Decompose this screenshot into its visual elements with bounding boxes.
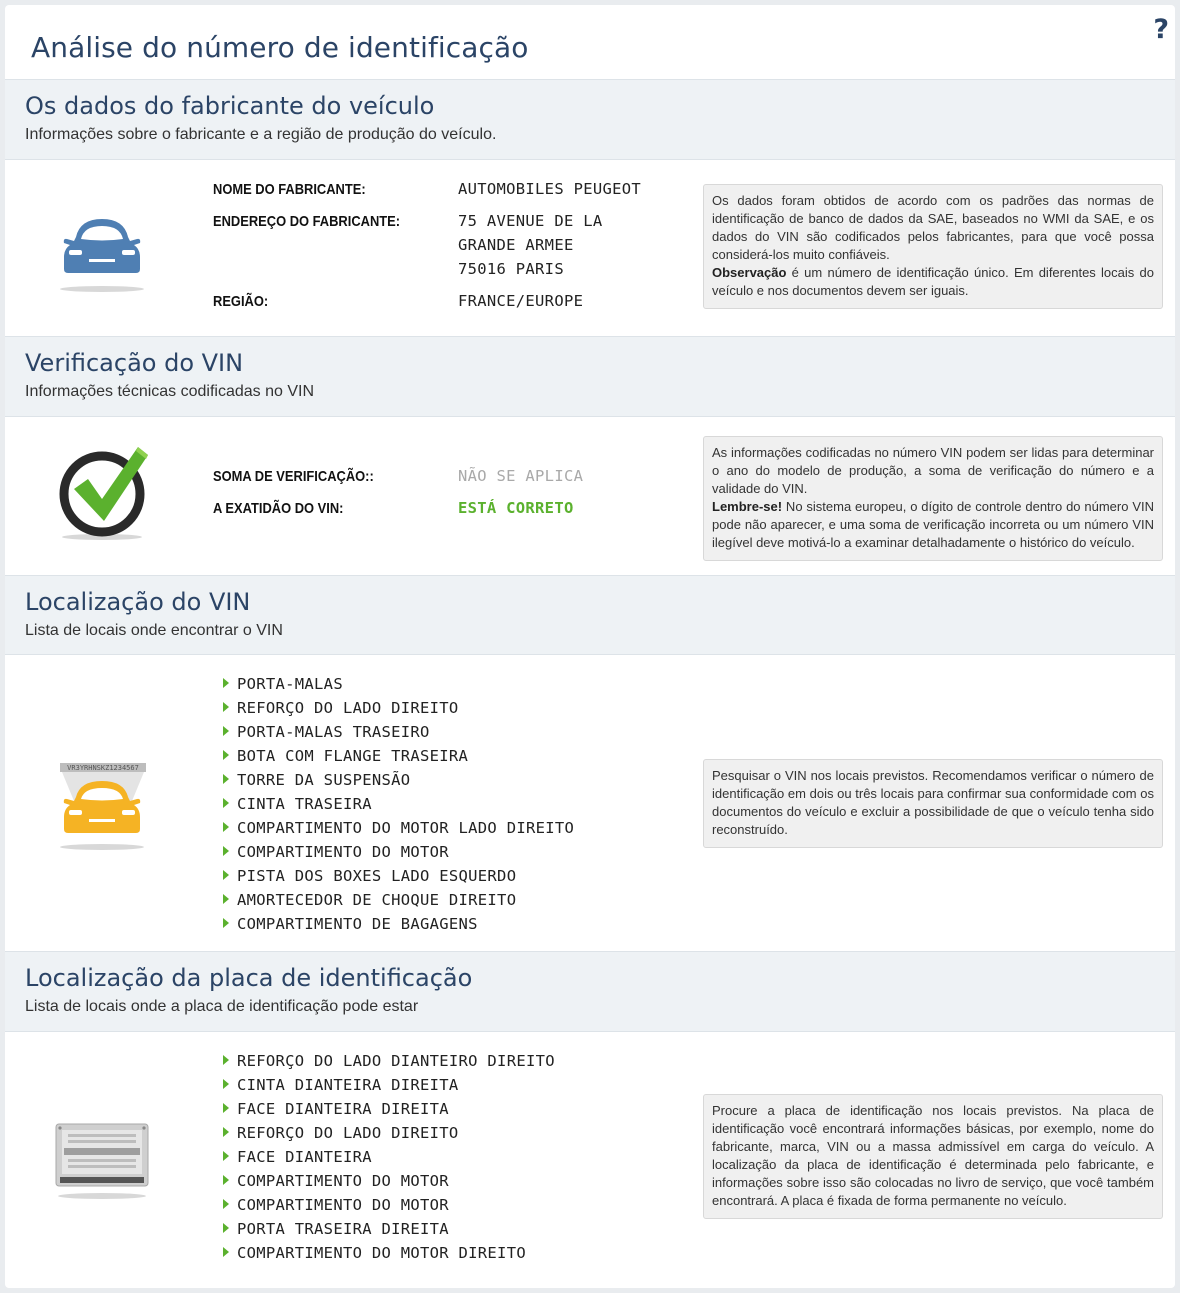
location-item: [223, 840, 574, 864]
manufacturer-fields: [213, 160, 703, 336]
manufacturer-note-strong: Observação: [712, 265, 787, 280]
vin-validity-label: A EXATIDÃO DO VIN:: [213, 500, 344, 517]
location-item: [223, 768, 574, 792]
manufacturer-name-label: NOME DO FABRICANTE:: [213, 181, 366, 198]
arrow-right-icon: [223, 1151, 229, 1161]
location-label: BOTA COM FLANGE TRASEIRA: [237, 747, 469, 765]
location-label: PORTA-MALAS TRASEIRO: [237, 723, 430, 741]
arrow-right-icon: [223, 870, 229, 880]
plate-location-section-subtitle: Lista de locais onde a placa de identificação pode estar: [25, 998, 419, 1015]
arrow-right-icon: [223, 1223, 229, 1233]
help-icon[interactable]: ?: [1153, 14, 1169, 45]
plate-location-note: [703, 1094, 1163, 1219]
arrow-right-icon: [223, 846, 229, 856]
arrow-right-icon: [223, 726, 229, 736]
location-label: CINTA DIANTEIRA DIREITA: [237, 1076, 459, 1094]
plate-location-list: [223, 1049, 555, 1265]
vin-check-note: [703, 436, 1163, 561]
manufacturer-section-title: Os dados do fabricante do veículo: [25, 92, 435, 120]
arrow-right-icon: [223, 918, 229, 928]
location-item: [223, 792, 574, 816]
manufacturer-section-subtitle: Informações sobre o fabricante e a região de produção do veículo.: [25, 126, 497, 143]
id-plate-icon: [50, 1120, 160, 1205]
arrow-right-icon: [223, 774, 229, 784]
manufacturer-name-value: AUTOMOBILES PEUGEOT: [458, 180, 642, 198]
arrow-right-icon: [223, 750, 229, 760]
location-item: [223, 1097, 555, 1121]
vin-location-note: [703, 759, 1163, 848]
manufacturer-region-value: FRANCE/EUROPE: [458, 292, 584, 310]
arrow-right-icon: [223, 1127, 229, 1137]
location-label: FACE DIANTEIRA: [237, 1148, 372, 1166]
arrow-right-icon: [223, 678, 229, 688]
location-label: REFORÇO DO LADO DIANTEIRO DIREITO: [237, 1052, 555, 1070]
manufacturer-address-line3: 75016 PARIS: [458, 260, 564, 278]
manufacturer-address-label: ENDEREÇO DO FABRICANTE:: [213, 213, 401, 230]
location-label: COMPARTIMENTO DO MOTOR: [237, 843, 449, 861]
location-item: [223, 720, 574, 744]
manufacturer-address-line1: 75 AVENUE DE LA: [458, 212, 603, 230]
arrow-right-icon: [223, 894, 229, 904]
location-label: REFORÇO DO LADO DIREITO: [237, 1124, 459, 1142]
vin-location-section-header: [5, 575, 1175, 655]
plate-location-section-header: [5, 951, 1175, 1032]
page-title: Análise do número de identificação: [31, 31, 529, 64]
manufacturer-section-body: [5, 160, 1175, 336]
plate-location-section-body: [5, 1032, 1175, 1288]
vin-check-section-body: [5, 417, 1175, 575]
arrow-right-icon: [223, 798, 229, 808]
checksum-label: SOMA DE VERIFICAÇÃO::: [213, 468, 374, 485]
location-item: [223, 912, 574, 936]
location-label: REFORÇO DO LADO DIREITO: [237, 699, 459, 717]
arrow-right-icon: [223, 1175, 229, 1185]
location-item: [223, 1217, 555, 1241]
location-item: [223, 744, 574, 768]
vin-location-section-title: Localização do VIN: [25, 588, 251, 616]
location-item: [223, 1145, 555, 1169]
vin-check-section-header: [5, 336, 1175, 417]
location-label: COMPARTIMENTO DE BAGAGENS: [237, 915, 478, 933]
vin-check-section-title: Verificação do VIN: [25, 349, 244, 377]
location-label: COMPARTIMENTO DO MOTOR LADO DIREITO: [237, 819, 575, 837]
location-item: [223, 888, 574, 912]
manufacturer-address-line2: GRANDE ARMEE: [458, 236, 574, 254]
location-item: [223, 1241, 555, 1265]
location-item: [223, 1169, 555, 1193]
arrow-right-icon: [223, 1103, 229, 1113]
vin-location-section-body: [5, 655, 1175, 951]
location-item: [223, 1049, 555, 1073]
checksum-value: NÃO SE APLICA: [458, 467, 584, 485]
location-label: PISTA DOS BOXES LADO ESQUERDO: [237, 867, 517, 885]
vin-check-section-subtitle: Informações técnicas codificadas no VIN: [25, 383, 315, 400]
manufacturer-note-text2: é um número de identificação único. Em diferentes locais do veículo e nos documentos devem ser iguais.: [712, 265, 1154, 298]
vin-check-note-text2: No sistema europeu, o dígito de controle dentro do número VIN pode não aparecer, e uma soma de verificação incorreta ou um número VIN ilegível deve motivá-lo a examinar detalhadamente o histórico do veículo.: [712, 499, 1154, 550]
checkmark-icon: [50, 441, 160, 546]
location-label: TORRE DA SUSPENSÃO: [237, 771, 411, 789]
car-vin-icon: [50, 761, 160, 856]
arrow-right-icon: [223, 1199, 229, 1209]
location-label: COMPARTIMENTO DO MOTOR: [237, 1172, 449, 1190]
location-item: [223, 672, 574, 696]
location-label: CINTA TRASEIRA: [237, 795, 372, 813]
vin-location-note-text: Pesquisar o VIN nos locais previstos. Recomendamos verificar o número de identificação em dois ou três locais para confirmar sua conformidade com os documentos do veículo e excluir a possibilidade de que o veículo tenha sido reconstruído.: [712, 768, 1154, 837]
location-item: [223, 1073, 555, 1097]
arrow-right-icon: [223, 822, 229, 832]
vin-location-section-subtitle: Lista de locais onde encontrar o VIN: [25, 622, 283, 639]
location-item: [223, 696, 574, 720]
location-label: COMPARTIMENTO DO MOTOR DIREITO: [237, 1244, 526, 1262]
vin-validity-value: ESTÁ CORRETO: [458, 499, 574, 517]
car-icon: [50, 215, 160, 300]
arrow-right-icon: [223, 1079, 229, 1089]
location-item: [223, 1193, 555, 1217]
location-label: AMORTECEDOR DE CHOQUE DIREITO: [237, 891, 517, 909]
arrow-right-icon: [223, 1055, 229, 1065]
plate-location-section-title: Localização da placa de identificação: [25, 964, 473, 992]
plate-location-note-text: Procure a placa de identificação nos locais previstos. Na placa de identificação você encontrará informações básicas, por exemplo, nome do fabricante, marca, VIN ou a massa admissível em carga do veículo. A localização da placa de identificação é determinada pelo fabricante, e informações sobre isso são colocadas no livro de serviço, que você também encontrará. A placa é fixada de forma permanente no veículo.: [712, 1103, 1154, 1208]
manufacturer-note-text: Os dados foram obtidos de acordo com os padrões das normas de identificação de banco de dados da SAE, baseados no WMI da SAE, e os dados do VIN são codificados pelos fabricantes, para que você possa considerá-los muito confiáveis.: [712, 193, 1154, 262]
location-label: COMPARTIMENTO DO MOTOR: [237, 1196, 449, 1214]
vin-analysis-card: [5, 5, 1175, 1288]
vin-check-note-text: As informações codificadas no número VIN podem ser lidas para determinar o ano do modelo de produção, a soma de verificação do número e a validade do VIN.: [712, 445, 1154, 496]
location-label: FACE DIANTEIRA DIREITA: [237, 1100, 449, 1118]
manufacturer-section-header: [5, 79, 1175, 160]
location-label: PORTA TRASEIRA DIREITA: [237, 1220, 449, 1238]
location-item: [223, 816, 574, 840]
manufacturer-region-label: REGIÃO:: [213, 293, 269, 310]
vin-location-list: [223, 672, 574, 936]
vin-check-fields: [213, 417, 703, 575]
manufacturer-note: [703, 184, 1163, 309]
arrow-right-icon: [223, 702, 229, 712]
vin-check-note-strong: Lembre-se!: [712, 499, 783, 514]
arrow-right-icon: [223, 1247, 229, 1257]
location-item: [223, 1121, 555, 1145]
location-label: PORTA-MALAS: [237, 675, 343, 693]
location-item: [223, 864, 574, 888]
vin-plate-text: VR3YRHNSKZ1234567: [67, 764, 139, 772]
